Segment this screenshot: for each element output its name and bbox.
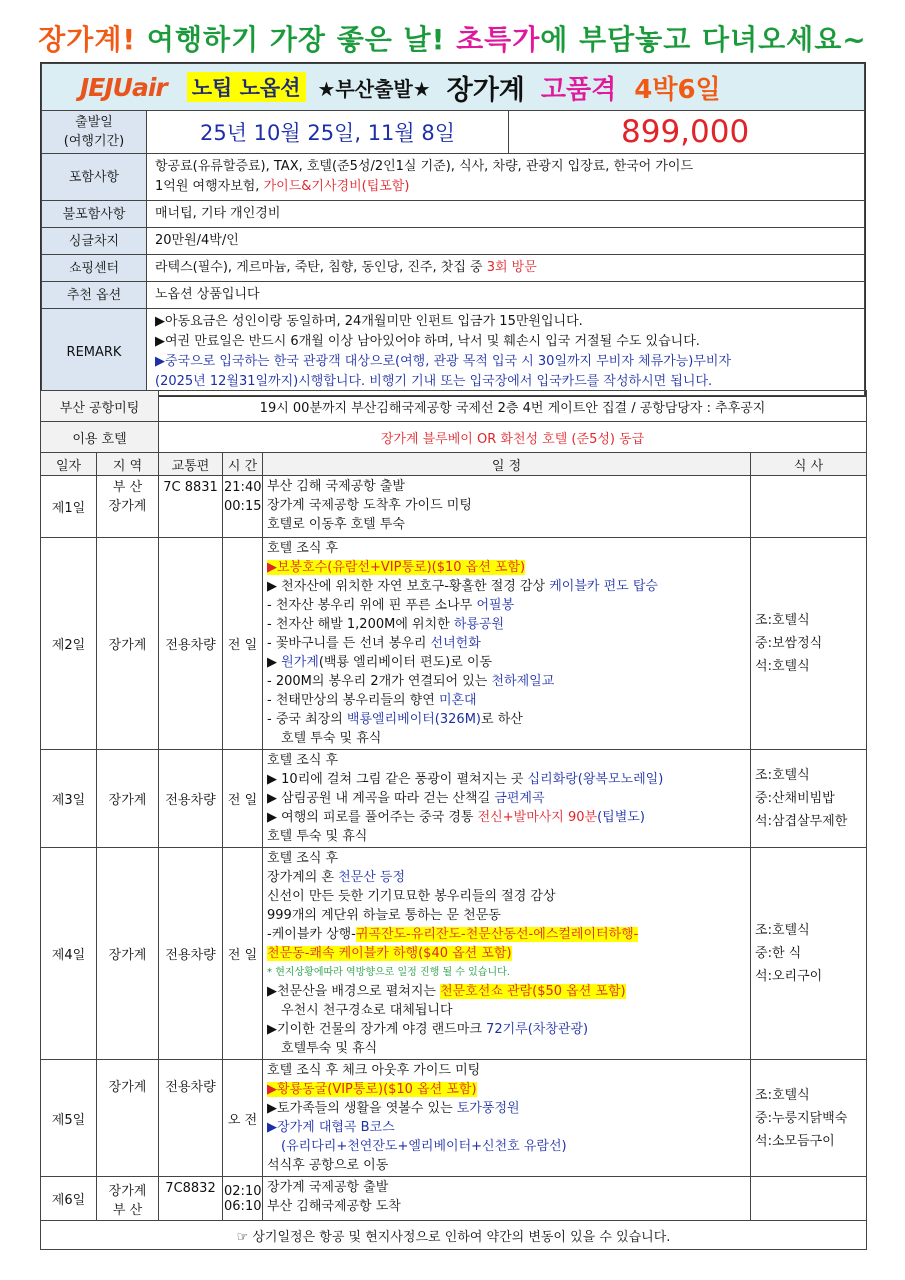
day-time: 전 일 (223, 750, 263, 848)
title-row (42, 64, 865, 111)
option-row (42, 282, 865, 309)
day-region: 장가계 (97, 750, 159, 848)
included-value: 항공료(유류할증료), TAX, 호텔(준5성/2인1실 기준), 식사, 차량, 관광지 입장료, 한국어 가이드 1억원 여행자보험, 가이드&기사경비(팁포함) (147, 154, 865, 201)
single-label: 싱글차지 (42, 228, 147, 255)
excluded-value: 매너팁, 기타 개인경비 (147, 201, 865, 228)
duration: 4박6일 (634, 74, 721, 105)
option-label: 추천 옵션 (42, 282, 147, 309)
day-meals: 조:호텔식 중:산채비빔밥 석:삼겹살무제한 (751, 750, 867, 848)
hotel-row (41, 422, 867, 453)
day-schedule: 호텔 조식 후 ▶보봉호수(유람선+VIP통로)($10 옵션 포함) ▶ 천자산에 위치한 자연 보호구-황홀한 절경 감상 케이블카 편도 탑승 - 천자산 봉우리 위에 핀 푸른 소나무 어필봉 - 천자산 해발 1,200M에 위치한 하룡공원 - 꽃바구니를 든 선녀 봉우리 선녀헌화 ▶ 원가계(백룡 엘리베이터 편도)로 이동 - 200M의 봉우리 2개가 연결되어 있는 천하제일교 - 천태만상의 봉우리들의 향연 미혼대 - 중국 최장의 백룡엘리베이터(326M)로 하산 호텔 투숙 및 휴식 (263, 538, 751, 750)
column-header-row (41, 453, 867, 476)
footer-note: ☞ 상기일정은 항공 및 현지사정으로 인하여 약간의 변동이 있을 수 있습니다. (41, 1221, 867, 1250)
remark-row (42, 309, 865, 396)
day-time: 21:40 00:15 (223, 476, 263, 538)
airline-logo: JEJUair (80, 72, 167, 102)
day-schedule: 부산 김해 국제공항 출발 장가계 국제공항 도착후 가이드 미팅 호텔로 이동후 호텔 투숙 (263, 476, 751, 538)
day-meals: 조:호텔식 중:보쌈정식 석:호텔식 (751, 538, 867, 750)
col-time: 시 간 (223, 453, 263, 476)
included-label: 포함사항 (42, 154, 147, 201)
col-region: 지 역 (97, 453, 159, 476)
day-region: 부 산 장가계 (97, 476, 159, 538)
day-region: 장가계 (97, 1060, 159, 1177)
day-label: 제2일 (41, 538, 97, 750)
day2-row (41, 538, 867, 750)
shopping-label: 쇼핑센터 (42, 255, 147, 282)
day-meals (751, 476, 867, 538)
shopping-row (42, 255, 865, 282)
excluded-label: 불포함사항 (42, 201, 147, 228)
day-schedule: 장가계 국제공항 출발 부산 김해국제공항 도착 (263, 1177, 751, 1221)
summary-box (40, 62, 866, 397)
departure-label: 출발일 (여행기간) (42, 111, 147, 154)
single-row (42, 228, 865, 255)
day-schedule: 호텔 조식 후 체크 아웃후 가이드 미팅 ▶황룡동굴(VIP통로)($10 옵션 포함) ▶토가족들의 생활을 엿볼수 있는 토가풍정원 ▶장가계 대협곡 B코스 (유리다리+천연잔도+엘리베이터+신천호 유람선) 석식후 공항으로 이동 (263, 1060, 751, 1177)
itinerary-table (40, 390, 867, 1250)
price: 899,000 (509, 111, 865, 154)
hotel-label: 이용 호텔 (41, 422, 159, 453)
day-schedule: 호텔 조식 후 ▶ 10리에 걸쳐 그림 같은 풍광이 펼쳐지는 곳 십리화랑(왕복모노레일) ▶ 삼림공원 내 계곡을 따라 걷는 산책길 금편계곡 ▶ 여행의 피로를 풀어주는 중국 경통 전신+발마사지 90분(팁별도) 호텔 투숙 및 휴식 (263, 750, 751, 848)
day4-row (41, 848, 867, 1060)
summary-table (41, 63, 865, 396)
day-label: 제4일 (41, 848, 97, 1060)
meeting-label: 부산 공항미팅 (41, 391, 159, 422)
day-time: 전 일 (223, 848, 263, 1060)
day-region: 장가계 부 산 (97, 1177, 159, 1221)
day-time: 전 일 (223, 538, 263, 750)
day-transport: 7C 8831 (159, 476, 223, 538)
day-label: 제6일 (41, 1177, 97, 1221)
banner-part1: 장가계! (38, 23, 137, 56)
col-schedule: 일 정 (263, 453, 751, 476)
day-label: 제1일 (41, 476, 97, 538)
col-meals: 식 사 (751, 453, 867, 476)
day-meals (751, 1177, 867, 1221)
meeting-row (41, 391, 867, 422)
day-meals: 조:호텔식 중:한 식 석:오리구이 (751, 848, 867, 1060)
day-time: 02:10 06:10 (223, 1177, 263, 1221)
day5-row (41, 1060, 867, 1177)
included-row (42, 154, 865, 201)
day-transport: 전용차량 (159, 750, 223, 848)
excluded-row (42, 201, 865, 228)
banner-part2: 여행하기 가장 좋은 날! (136, 23, 457, 56)
banner-part3: 초특가 (456, 23, 541, 56)
option-value: 노옵션 상품입니다 (147, 282, 865, 309)
day-region: 장가계 (97, 538, 159, 750)
remark-value: ▶아동요금은 성인이랑 동일하며, 24개월미만 인펀트 입금가 15만원입니다. ▶여권 만료일은 반드시 6개월 이상 남아있어야 하며, 낙서 및 훼손시 입국 거절될 수도 있습니다. ▶중국으로 입국하는 한국 관광객 대상으로(여행, 관광 목적 입국 시 30일까지 무비자 체류가능)무비자 (2025년 12월31일까지)시행합니다. 비행기 기내 또는 입국장에서 입국카드를 작성하시면 됩니다. (147, 309, 865, 396)
departure-dates: 25년 10월 25일, 11월 8일 (147, 111, 509, 154)
grade: 고품격 (540, 74, 617, 105)
dates-row (42, 111, 865, 154)
single-value: 20만원/4박/인 (147, 228, 865, 255)
day-meals: 조:호텔식 중:누룽지닭백숙 석:소모듬구이 (751, 1060, 867, 1177)
title-line (42, 64, 864, 110)
shopping-value: 라텍스(필수), 게르마늄, 죽탄, 침향, 동인당, 진주, 찻집 중 3회 방문 (147, 255, 865, 282)
hotel-value: 장가계 블루베이 OR 화천성 호텔 (준5성) 동급 (159, 422, 867, 453)
day-transport: 전용차량 (159, 1060, 223, 1177)
col-day: 일자 (41, 453, 97, 476)
day-schedule: 호텔 조식 후 장가계의 혼 천문산 등정 신선이 만든 듯한 기기묘묘한 봉우리들의 절경 감상 999개의 계단위 하늘로 통하는 문 천문동 -케이블카 상행-귀곡잔도-유리잔도-천문산동선-에스컬레이터하행- 천문동-쾌속 케이블카 하행($40 옵션 포함) * 현지상황에따라 역방향으로 일정 진행 될 수 있습니다. ▶천문산을 배경으로 펼쳐지는 천문호선쇼 관람($50 옵션 포함) 우천시 천구경쇼로 대체됩니다 ▶기이한 건물의 장가계 야경 랜드마크 72기루(차창관광) 호텔투숙 및 휴식 (263, 848, 751, 1060)
remark-label: REMARK (42, 309, 147, 396)
day-transport: 전용차량 (159, 538, 223, 750)
departure-city: ★부산출발★ (317, 76, 431, 101)
day6-row (41, 1177, 867, 1221)
day-region: 장가계 (97, 848, 159, 1060)
meeting-value: 19시 00분까지 부산김해국제공항 국제선 2층 4번 게이트안 집결 / 공항담당자 : 추후공지 (159, 391, 867, 422)
day-transport: 전용차량 (159, 848, 223, 1060)
banner-part4: 에 부담놓고 다녀오세요~ (540, 23, 867, 56)
day-label: 제3일 (41, 750, 97, 848)
day-time: 오 전 (223, 1060, 263, 1177)
destination: 장가계 (446, 74, 525, 106)
promo-banner (0, 18, 905, 58)
col-transport: 교통편 (159, 453, 223, 476)
no-tip-tag: 노팁 노옵션 (187, 72, 306, 102)
day3-row (41, 750, 867, 848)
day-transport: 7C8832 (159, 1177, 223, 1221)
day1-row (41, 476, 867, 538)
day-label: 제5일 (41, 1060, 97, 1177)
itinerary-box (40, 390, 866, 1250)
footer-row (41, 1221, 867, 1250)
